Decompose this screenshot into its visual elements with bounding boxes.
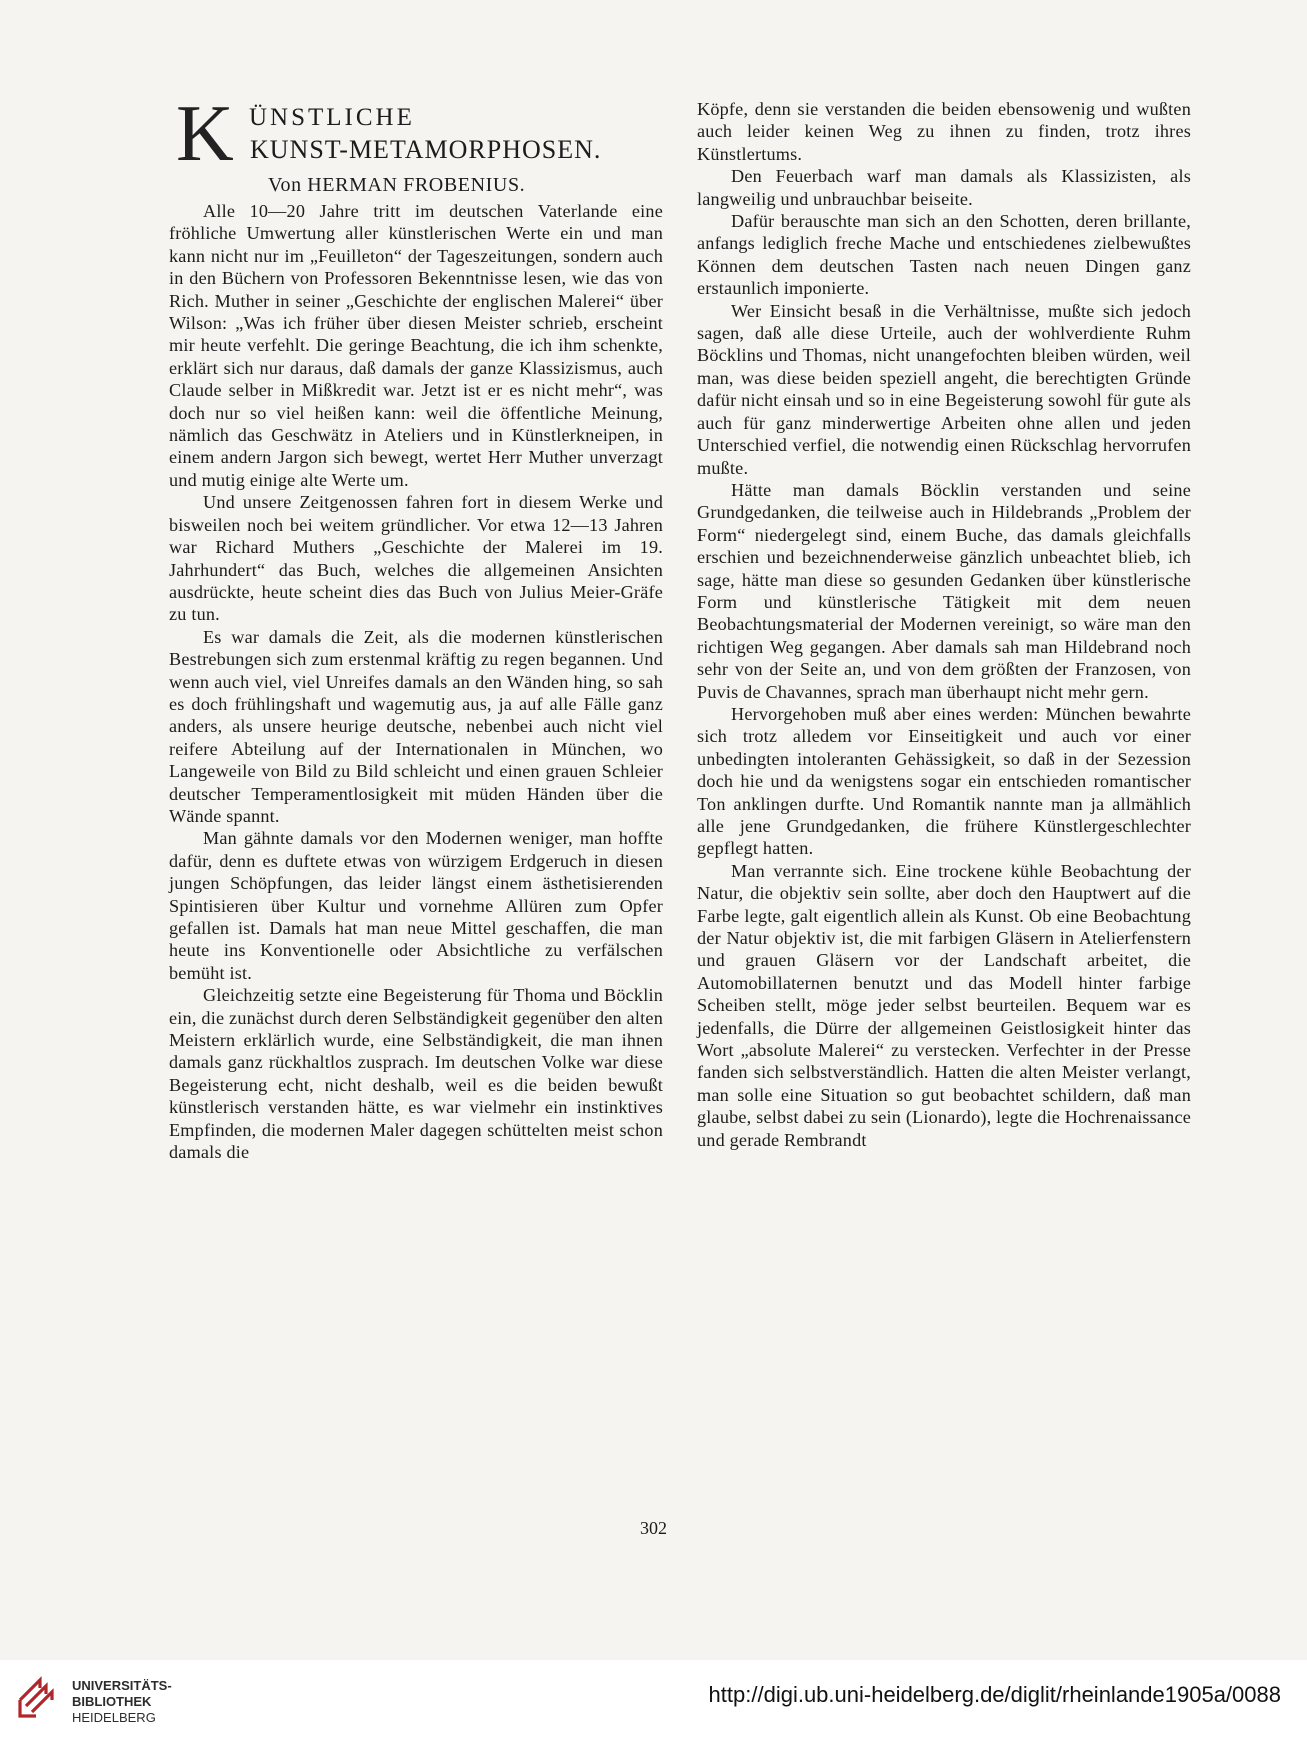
paragraph: Gleichzeitig setzte eine Begeisterung für Thoma und Böcklin ein, die zunächst durch deren Selbständigkeit gegenüber den alten Meistern erklärlich wurde, eine Selbständigkeit, die man ihnen damals ganz rückhaltlos zusprach. Im deutschen Volke war diese Begeisterung echt, nicht deshalb, weil es die beiden bewußt künstlerisch verstanden hätte, es war vielmehr ein instinktives Empfinden, die modernen Maler dagegen schüttelten meist schon damals die: [169, 985, 663, 1163]
library-name: [72, 1678, 172, 1726]
page-number: 302: [640, 1518, 667, 1538]
source-url-link[interactable]: http://digi.ub.uni-heidelberg.de/diglit/rheinlande1905a/0088: [708, 1682, 1281, 1707]
paragraph: Es war damals die Zeit, als die modernen künstlerischen Bestrebungen sich zum erstenmal kräftig zu regen begannen. Und wenn auch viel, viel Unreifes damals an den Wänden hing, so sah es doch frühlingshaft und wagemutig aus, ja auf alle Fälle ganz anders, als unsere heurige deutsche, nebenbei auch nicht viel reifere Abteilung auf der Internationalen in München, wo Langeweile von Bild zu Bild schleicht und einen grauen Schleier deutscher Temperamentlosigkeit mit müden Händen über die Wände spannt.: [169, 626, 663, 826]
paragraph: Alle 10—20 Jahre tritt im deutschen Vaterlande eine fröhliche Umwertung aller künstlerischen Werte ein und man kann nicht nur im „Feuilleton“ der Tageszeitungen, sondern auch in den Büchern von Professoren Bekenntnisse lesen, wie das von Rich. Muther in seiner „Geschichte der englischen Malerei“ über Wilson: „Was ich früher über diesen Meister schrieb, erscheint mir heute verfehlt. Die geringe Beachtung, die ich ihm schenkte, erklärt sich nur daraus, daß damals der ganze Klassizismus, auch Claude selber in Mißkredit war. Jetzt ist er es nicht mehr“, was doch nur so viel heißen kann: weil die öffentliche Meinung, nämlich das Geschwätz in Ateliers und in Künstlerkneipen, in einem andern Jargon sich bewegt, wertet Herr Muther unverzagt und mutig einige alte Werte um.: [169, 201, 663, 490]
library-name-line-1: UNIVERSITÄTS-: [72, 1678, 172, 1693]
paragraph: Man gähnte damals vor den Modernen weniger, man hoffte dafür, denn es duftete etwas von würzigem Erdgeruch in diesen jungen Schöpfungen, das leider längst einem ästhetisierenden Spintisieren über Kultur und vornehme Allüren zum Opfer gefallen ist. Damals hat man neue Mittel geschaffen, die man heute ins Konventionelle oder Absichtliche zu verfälschen bemüht ist.: [169, 828, 663, 983]
article-title: [176, 90, 676, 200]
title-dropcap: K: [176, 90, 234, 178]
right-text-column: [697, 98, 1191, 1151]
paragraph: Köpfe, denn sie verstanden die beiden ebensowenig und wußten auch leider keinen Weg zu ihnen zu finden, trotz ihres Künstlertums.: [697, 99, 1191, 164]
university-library-logo-icon[interactable]: [14, 1666, 62, 1726]
library-name-line-2: BIBLIOTHEK: [72, 1694, 152, 1709]
author-byline: Von HERMAN FROBENIUS.: [268, 174, 526, 196]
paragraph: Wer Einsicht besaß in die Verhältnisse, mußte sich jedoch sagen, daß alle diese Urteile, auch der wohlverdiente Ruhm Böcklins und Thomas, nicht unangefochten bleiben würden, weil man, was diese beiden speziell angeht, die berechtigten Gründe dafür nicht einsah und so in eine Begeisterung sowohl für gute als auch für ganz minderwertige Arbeiten ohne allen und jeden Unterschied verfiel, die notwendig einen Rückschlag hervorrufen mußte.: [697, 300, 1191, 478]
title-line-2: KUNST-METAMORPHOSEN.: [250, 135, 602, 164]
left-text-column: [169, 200, 663, 1163]
paragraph: Dafür berauschte man sich an den Schotten, deren brillante, anfangs lediglich freche Mache und entschiedenes zielbewußtes Können dem deutschen Tasten nach neuen Dingen ganz erstaunlich imponierte.: [697, 211, 1191, 299]
paragraph: Hätte man damals Böcklin verstanden und seine Grundgedanken, die teilweise auch in Hildebrands „Problem der Form“ niedergelegt sind, einem Buche, das damals gleichfalls erschien und bezeichnenderweise gänzlich unbeachtet blieb, ich sage, hätte man diese so gesunden Gedanken über künstlerische Form und künstlerische Tätigkeit mit dem neuen Beobachtungsmaterial der Modernen vereinigt, so wäre man den richtigen Weg gegangen. Aber damals sah man Hildebrand noch sehr von der Seite an, und von dem größten der Franzosen, von Puvis de Chavannes, sprach man überhaupt nicht mehr gern.: [697, 479, 1191, 702]
footer-bar: [0, 1660, 1307, 1746]
paragraph: Man verrannte sich. Eine trockene kühle Beobachtung der Natur, die objektiv sein sollte, aber doch den Hauptwert auf die Farbe legte, galt eigentlich allein als Kunst. Ob eine Beobachtung der Natur objektiv ist, die mit farbigen Gläsern in Atelierfenstern und grauen Gläsern vor der Landschaft arbeitet, die Automobillaternen benutzt und das Modell hinter farbige Scheiben stellt, möge jeder selbst beurteilen. Bequem war es jedenfalls, die Dürre der allgemeinen Geistlosigkeit hinter das Wort „absolute Malerei“ zu verstecken. Verfechter in der Presse fanden sich selbstverständlich. Hatten die alten Meister verlangt, man solle eine Situation so gut beobachtet schildern, daß man glaube, selbst dabei zu sein (Lionardo), legte die Hochrenaissance und gerade Rembrandt: [697, 860, 1191, 1150]
paragraph: Den Feuerbach warf man damals als Klassizisten, als langweilig und unbrauchbar beiseite.: [697, 166, 1191, 209]
paragraph: Hervorgehoben muß aber eines werden: München bewahrte sich trotz alledem vor Einseitigkeit und auch vor einer unbedingten intoleranten Gehässigkeit, so daß in der Sezession doch hie und da wenigstens sogar ein entschieden romantischer Ton anklingen durfte. Und Romantik nannte man ja allmählich alle jene Grundgedanken, die frühere Künstlergeschlechter gepflegt hatten.: [697, 703, 1191, 859]
library-name-line-3: HEIDELBERG: [72, 1710, 156, 1725]
paragraph: Und unsere Zeitgenossen fahren fort in diesem Werke und bisweilen noch bei weitem gründlicher. Vor etwa 12—13 Jahren war Richard Muthers „Geschichte der Malerei im 19. Jahrhundert“ das Buch, welches die allgemeinen Ansichten ausdrückte, heute scheint dies das Buch von Julius Meier-Gräfe zu tun.: [169, 492, 663, 625]
title-line-1: ÜNSTLICHE: [249, 104, 415, 131]
